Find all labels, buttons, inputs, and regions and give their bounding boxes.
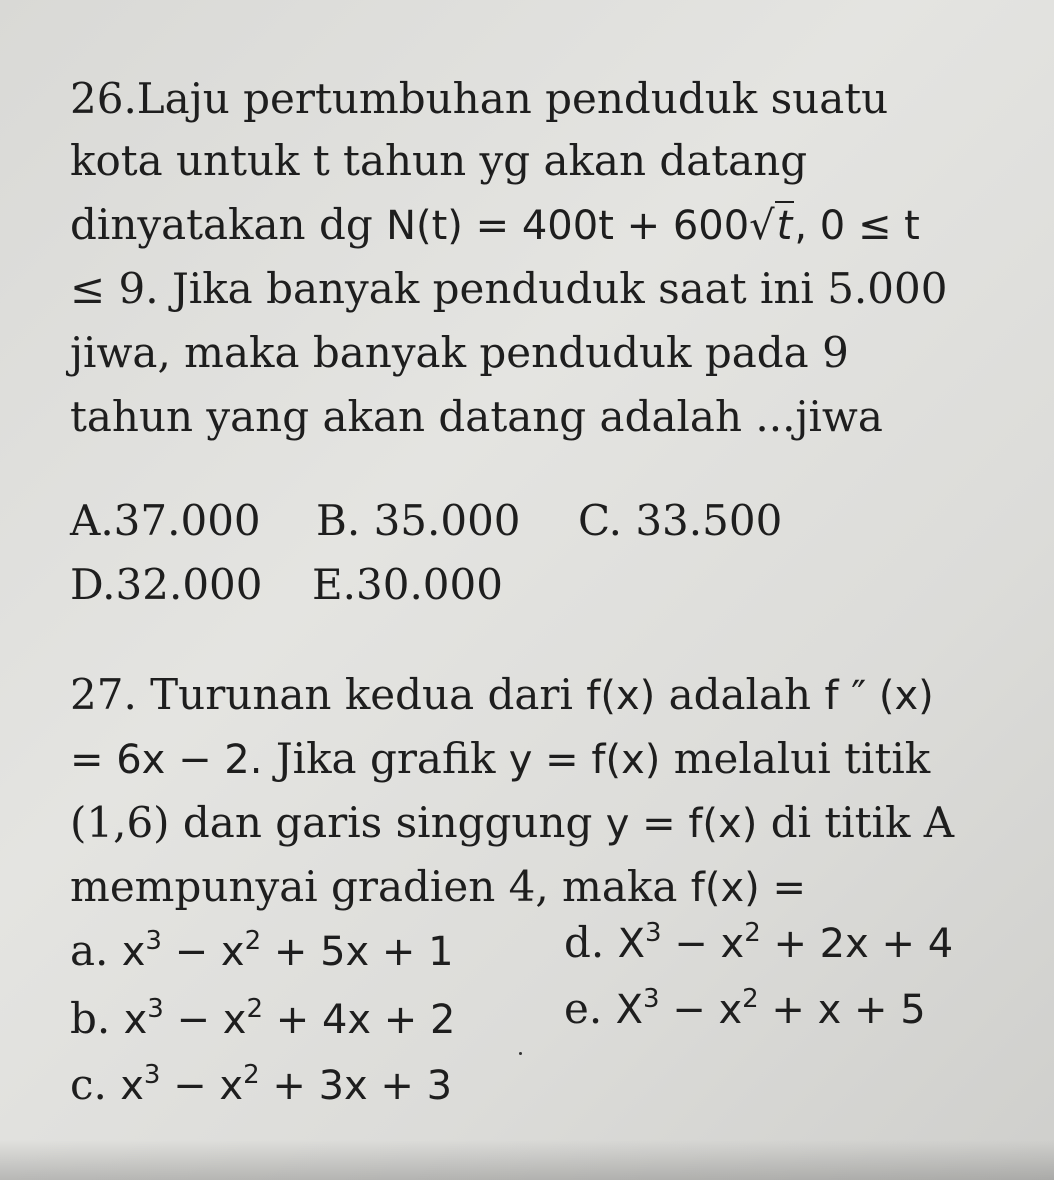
q27-option-d-x: X (617, 921, 646, 967)
q27-option-e-t2: + x + 5 (758, 987, 926, 1033)
q27-line-1-math-a: f(x) (586, 673, 656, 719)
q26-option-e: E.30.000 (312, 560, 503, 609)
q27-line-2-math: = 6x − 2. (70, 737, 263, 783)
q27-option-b (70, 994, 456, 1043)
q27-line-1-math-b: f ″ (x) (824, 673, 934, 719)
q27-option-d-exp2: 2 (744, 918, 761, 948)
q27-line-1-text-b: adalah (668, 670, 812, 719)
q27-option-b-t1: − x (163, 997, 247, 1043)
q27-option-b-label: b. (70, 994, 111, 1043)
q27-option-a-label: a. (70, 926, 109, 975)
q26-option-d: D.32.000 (70, 560, 263, 609)
q26-option-a: A.37.000 (70, 496, 261, 545)
q26-line-3 (70, 200, 920, 249)
q27-line-4-math: f(x) = (690, 865, 806, 911)
q27-line-2-text-a: Jika grafik (275, 734, 496, 783)
q27-option-a-exp3: 3 (145, 926, 162, 956)
q27-line-3 (70, 798, 955, 847)
q27-line-2-text-b: melalui titik (673, 734, 931, 783)
q26-sqrt-arg: t (776, 203, 793, 249)
q27-line-3-text-a: (1,6) dan garis singgung (70, 798, 593, 847)
q27-line-3-text-b: di titik A (770, 798, 955, 847)
q26-formula-a: N(t) = 400t + 600 (386, 203, 750, 249)
q27-line-1-text-a: 27. Turunan kedua dari (70, 670, 573, 719)
q27-option-a-exp2: 2 (244, 926, 262, 956)
q27-option-c-exp2: 2 (243, 1060, 260, 1090)
q27-option-e-x: X (615, 987, 643, 1033)
ink-dot (519, 1052, 522, 1055)
q27-line-1 (70, 670, 934, 719)
q27-option-e (564, 984, 926, 1033)
sqrt-symbol-icon: √ (749, 203, 775, 249)
q27-option-c-label: c. (70, 1060, 107, 1109)
q26-option-b: B. 35.000 (316, 496, 521, 545)
q26-option-c: C. 33.500 (578, 496, 783, 545)
q27-option-b-exp2: 2 (246, 994, 263, 1024)
q27-option-c-t1: − x (160, 1063, 244, 1109)
q27-option-d-t2: + 2x + 4 (760, 921, 954, 967)
q27-option-a-t1: − x (161, 929, 245, 975)
q27-line-4 (70, 862, 806, 911)
q26-line-5: jiwa, maka banyak penduduk pada 9 (70, 328, 849, 377)
q27-line-2-math-b: y = f(x) (508, 737, 661, 783)
q27-option-e-exp2: 2 (742, 984, 759, 1014)
q27-option-a (70, 926, 454, 975)
q26-formula-b: , 0 ≤ t (794, 203, 920, 249)
q27-option-e-label: e. (564, 984, 603, 1033)
q27-option-e-exp3: 3 (642, 984, 660, 1014)
q27-option-a-t2: + 5x + 1 (261, 929, 454, 975)
q27-option-d-label: d. (564, 918, 605, 967)
q27-option-c (70, 1060, 453, 1109)
q27-option-d (564, 918, 954, 967)
q27-option-d-t1: − x (661, 921, 745, 967)
q27-line-4-text: mempunyai gradien 4, maka (70, 862, 678, 911)
q27-option-b-x: x (123, 997, 148, 1043)
q27-option-c-t2: + 3x + 3 (259, 1063, 453, 1109)
q27-line-2 (70, 734, 931, 783)
q27-option-a-x: x (121, 929, 146, 975)
q26-line-4: ≤ 9. Jika banyak penduduk saat ini 5.000 (70, 264, 948, 313)
q27-option-d-exp3: 3 (645, 918, 662, 948)
q26-line-2: kota untuk t tahun yg akan datang (70, 136, 808, 185)
q26-line-6: tahun yang akan datang adalah ...jiwa (70, 392, 883, 441)
q26-line-3-text: dinyatakan dg (70, 200, 373, 249)
q27-option-c-exp3: 3 (143, 1060, 161, 1090)
q27-option-c-x: x (120, 1063, 144, 1109)
q27-option-b-t2: + 4x + 2 (263, 997, 456, 1043)
q26-line-1: 26.Laju pertumbuhan penduduk suatu (70, 74, 889, 123)
q26-sqrt (749, 203, 794, 249)
q27-option-e-t1: − x (659, 987, 743, 1033)
q27-line-3-math: y = f(x) (605, 801, 758, 847)
q27-option-b-exp3: 3 (147, 994, 164, 1024)
paper-bottom-shadow (0, 1140, 1054, 1180)
